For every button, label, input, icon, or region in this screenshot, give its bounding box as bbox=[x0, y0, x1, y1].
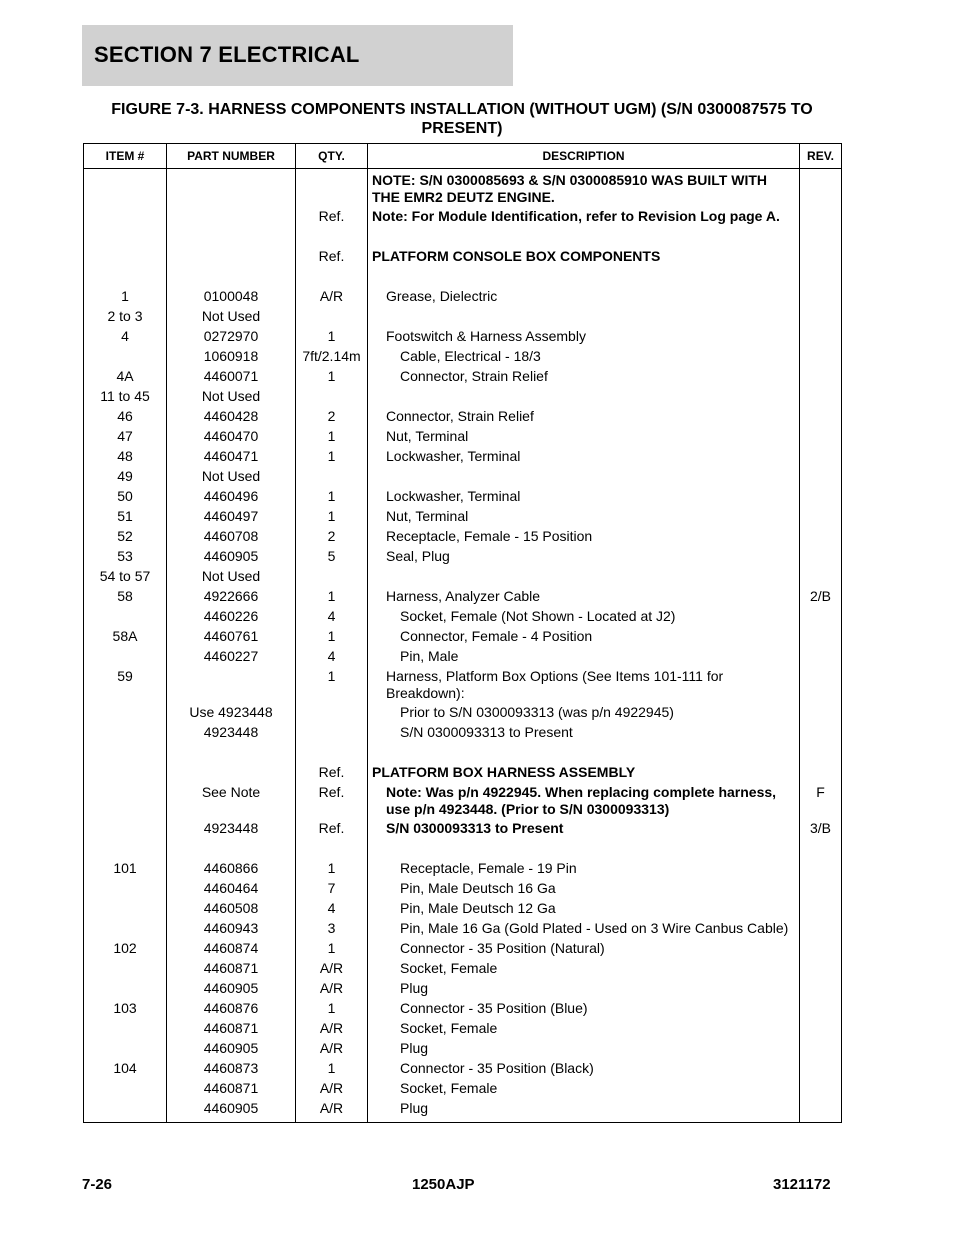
cell-description: PLATFORM BOX HARNESS ASSEMBLY bbox=[368, 763, 800, 783]
cell-item: 52 bbox=[84, 527, 167, 547]
table-row bbox=[84, 169, 842, 208]
cell-item: 51 bbox=[84, 507, 167, 527]
cell-rev bbox=[800, 527, 842, 547]
cell-part-number: 4922666 bbox=[167, 587, 296, 607]
table-row bbox=[84, 527, 842, 547]
table-row bbox=[84, 919, 842, 939]
cell-qty: 4 bbox=[296, 899, 368, 919]
footer-page-number: 7-26 bbox=[82, 1176, 113, 1193]
table-header-row bbox=[84, 144, 842, 169]
cell-qty: Ref. bbox=[296, 207, 368, 227]
section-title: SECTION 7 ELECTRICAL bbox=[94, 42, 360, 67]
cell-part-number bbox=[167, 207, 296, 227]
cell-description: Cable, Electrical - 18/3 bbox=[368, 347, 800, 367]
cell-rev: 2/B bbox=[800, 587, 842, 607]
table-row bbox=[84, 287, 842, 307]
cell-qty: Ref. bbox=[296, 247, 368, 267]
cell-description: Socket, Female bbox=[368, 959, 800, 979]
cell-description bbox=[368, 227, 800, 247]
cell-qty bbox=[296, 723, 368, 743]
cell-rev bbox=[800, 1079, 842, 1099]
table-row bbox=[84, 627, 842, 647]
cell-description bbox=[368, 387, 800, 407]
table-row bbox=[84, 1039, 842, 1059]
cell-rev bbox=[800, 427, 842, 447]
cell-part-number: Not Used bbox=[167, 567, 296, 587]
cell-qty: 1 bbox=[296, 667, 368, 703]
cell-description: Plug bbox=[368, 1099, 800, 1123]
cell-description: Harness, Analyzer Cable bbox=[368, 587, 800, 607]
cell-qty: A/R bbox=[296, 287, 368, 307]
cell-qty: A/R bbox=[296, 1079, 368, 1099]
table-row bbox=[84, 979, 842, 999]
cell-item bbox=[84, 979, 167, 999]
cell-description: Connector, Strain Relief bbox=[368, 367, 800, 387]
cell-qty bbox=[296, 467, 368, 487]
cell-description: Nut, Terminal bbox=[368, 427, 800, 447]
cell-qty: A/R bbox=[296, 1039, 368, 1059]
cell-part-number: 4460071 bbox=[167, 367, 296, 387]
cell-description: Pin, Male Deutsch 12 Ga bbox=[368, 899, 800, 919]
table-row bbox=[84, 1099, 842, 1123]
cell-item bbox=[84, 1019, 167, 1039]
cell-item bbox=[84, 1099, 167, 1123]
table-row bbox=[84, 763, 842, 783]
cell-description: Lockwasher, Terminal bbox=[368, 487, 800, 507]
cell-part-number: 0100048 bbox=[167, 287, 296, 307]
cell-rev bbox=[800, 367, 842, 387]
cell-rev bbox=[800, 447, 842, 467]
cell-part-number bbox=[167, 227, 296, 247]
cell-description: Footswitch & Harness Assembly bbox=[368, 327, 800, 347]
cell-description: S/N 0300093313 to Present bbox=[368, 723, 800, 743]
cell-qty: Ref. bbox=[296, 783, 368, 819]
cell-item bbox=[84, 247, 167, 267]
cell-part-number: 4460496 bbox=[167, 487, 296, 507]
cell-part-number: 4460470 bbox=[167, 427, 296, 447]
cell-qty: 1 bbox=[296, 859, 368, 879]
table-row bbox=[84, 999, 842, 1019]
cell-part-number: Not Used bbox=[167, 307, 296, 327]
cell-qty: Ref. bbox=[296, 819, 368, 839]
table-row bbox=[84, 667, 842, 703]
cell-rev bbox=[800, 919, 842, 939]
cell-part-number: 4460226 bbox=[167, 607, 296, 627]
header-part-number: PART NUMBER bbox=[167, 144, 296, 169]
cell-item bbox=[84, 607, 167, 627]
cell-item bbox=[84, 647, 167, 667]
cell-description bbox=[368, 307, 800, 327]
cell-item bbox=[84, 723, 167, 743]
cell-rev bbox=[800, 627, 842, 647]
cell-rev: F bbox=[800, 783, 842, 819]
figure-title: FIGURE 7-3. HARNESS COMPONENTS INSTALLATION (WITHOUT UGM) (S/N 0300087575 TO PRESENT) bbox=[111, 101, 813, 137]
cell-qty: A/R bbox=[296, 979, 368, 999]
cell-qty: 1 bbox=[296, 627, 368, 647]
cell-part-number: 4460428 bbox=[167, 407, 296, 427]
cell-rev bbox=[800, 1039, 842, 1059]
cell-part-number: 0272970 bbox=[167, 327, 296, 347]
cell-part-number: 4460866 bbox=[167, 859, 296, 879]
cell-qty: 1 bbox=[296, 487, 368, 507]
table-row bbox=[84, 227, 842, 247]
cell-part-number: 4460464 bbox=[167, 879, 296, 899]
table-row bbox=[84, 407, 842, 427]
cell-description: Plug bbox=[368, 979, 800, 999]
cell-item: 53 bbox=[84, 547, 167, 567]
cell-rev bbox=[800, 999, 842, 1019]
cell-part-number bbox=[167, 763, 296, 783]
cell-part-number bbox=[167, 247, 296, 267]
table-row bbox=[84, 427, 842, 447]
cell-description: Socket, Female bbox=[368, 1019, 800, 1039]
table-row bbox=[84, 387, 842, 407]
cell-rev bbox=[800, 467, 842, 487]
cell-part-number: 4460508 bbox=[167, 899, 296, 919]
cell-item bbox=[84, 879, 167, 899]
cell-qty: A/R bbox=[296, 959, 368, 979]
cell-item: 104 bbox=[84, 1059, 167, 1079]
table-row bbox=[84, 447, 842, 467]
cell-qty: 4 bbox=[296, 607, 368, 627]
header-rev: REV. bbox=[800, 144, 842, 169]
cell-description bbox=[368, 743, 800, 763]
cell-rev bbox=[800, 939, 842, 959]
cell-description: NOTE: S/N 0300085693 & S/N 0300085910 WAS BUILT WITH THE EMR2 DEUTZ ENGINE. bbox=[368, 169, 800, 208]
cell-rev bbox=[800, 507, 842, 527]
cell-description: Connector - 35 Position (Natural) bbox=[368, 939, 800, 959]
cell-qty bbox=[296, 703, 368, 723]
cell-qty: 1 bbox=[296, 327, 368, 347]
cell-qty: 1 bbox=[296, 999, 368, 1019]
cell-rev bbox=[800, 1019, 842, 1039]
cell-qty bbox=[296, 839, 368, 859]
cell-item bbox=[84, 1039, 167, 1059]
cell-description bbox=[368, 839, 800, 859]
table-row bbox=[84, 743, 842, 763]
table-row bbox=[84, 607, 842, 627]
cell-rev bbox=[800, 487, 842, 507]
cell-rev bbox=[800, 703, 842, 723]
cell-rev bbox=[800, 647, 842, 667]
cell-part-number: 4460876 bbox=[167, 999, 296, 1019]
table-row bbox=[84, 207, 842, 227]
cell-qty bbox=[296, 743, 368, 763]
table-row bbox=[84, 959, 842, 979]
header-qty: QTY. bbox=[296, 144, 368, 169]
cell-part-number: 4460497 bbox=[167, 507, 296, 527]
cell-item bbox=[84, 819, 167, 839]
cell-part-number: 4923448 bbox=[167, 819, 296, 839]
cell-qty bbox=[296, 169, 368, 208]
cell-part-number bbox=[167, 169, 296, 208]
cell-qty: 5 bbox=[296, 547, 368, 567]
table-row bbox=[84, 567, 842, 587]
cell-part-number bbox=[167, 839, 296, 859]
cell-qty: 4 bbox=[296, 647, 368, 667]
table-row bbox=[84, 703, 842, 723]
cell-rev bbox=[800, 227, 842, 247]
cell-item: 11 to 45 bbox=[84, 387, 167, 407]
cell-item bbox=[84, 839, 167, 859]
table-row bbox=[84, 507, 842, 527]
cell-item bbox=[84, 169, 167, 208]
cell-rev bbox=[800, 207, 842, 227]
cell-item bbox=[84, 267, 167, 287]
table-row bbox=[84, 939, 842, 959]
table-row bbox=[84, 367, 842, 387]
cell-item: 58 bbox=[84, 587, 167, 607]
cell-qty: 7 bbox=[296, 879, 368, 899]
cell-part-number: 4460761 bbox=[167, 627, 296, 647]
table-row bbox=[84, 327, 842, 347]
cell-description bbox=[368, 567, 800, 587]
cell-rev bbox=[800, 607, 842, 627]
cell-qty: A/R bbox=[296, 1019, 368, 1039]
cell-description: Lockwasher, Terminal bbox=[368, 447, 800, 467]
cell-description: Connector, Strain Relief bbox=[368, 407, 800, 427]
cell-item bbox=[84, 347, 167, 367]
cell-part-number: 1060918 bbox=[167, 347, 296, 367]
cell-qty: 2 bbox=[296, 527, 368, 547]
cell-part-number: 4460873 bbox=[167, 1059, 296, 1079]
table-row bbox=[84, 1059, 842, 1079]
table-row bbox=[84, 487, 842, 507]
cell-part-number: Not Used bbox=[167, 387, 296, 407]
cell-item bbox=[84, 919, 167, 939]
cell-item bbox=[84, 227, 167, 247]
cell-item: 4 bbox=[84, 327, 167, 347]
cell-description: Socket, Female bbox=[368, 1079, 800, 1099]
cell-item bbox=[84, 1079, 167, 1099]
cell-item bbox=[84, 743, 167, 763]
cell-qty: 7ft/2.14m bbox=[296, 347, 368, 367]
cell-qty: 1 bbox=[296, 367, 368, 387]
parts-table-body bbox=[84, 169, 842, 1123]
cell-item: 2 to 3 bbox=[84, 307, 167, 327]
cell-part-number: 4460227 bbox=[167, 647, 296, 667]
table-row bbox=[84, 587, 842, 607]
cell-item: 59 bbox=[84, 667, 167, 703]
cell-item: 54 to 57 bbox=[84, 567, 167, 587]
cell-description: PLATFORM CONSOLE BOX COMPONENTS bbox=[368, 247, 800, 267]
cell-description: Connector - 35 Position (Black) bbox=[368, 1059, 800, 1079]
cell-rev bbox=[800, 879, 842, 899]
cell-qty: 1 bbox=[296, 447, 368, 467]
cell-qty bbox=[296, 567, 368, 587]
table-row bbox=[84, 783, 842, 819]
cell-rev bbox=[800, 287, 842, 307]
cell-description: Nut, Terminal bbox=[368, 507, 800, 527]
cell-item bbox=[84, 959, 167, 979]
parts-table bbox=[83, 143, 842, 1123]
cell-rev bbox=[800, 859, 842, 879]
cell-item bbox=[84, 703, 167, 723]
cell-qty: 1 bbox=[296, 427, 368, 447]
cell-part-number: See Note bbox=[167, 783, 296, 819]
cell-item: 50 bbox=[84, 487, 167, 507]
cell-item bbox=[84, 207, 167, 227]
footer-doc-number: 3121172 bbox=[773, 1176, 831, 1193]
cell-item: 49 bbox=[84, 467, 167, 487]
table-row bbox=[84, 1019, 842, 1039]
cell-rev bbox=[800, 267, 842, 287]
cell-part-number: 4460874 bbox=[167, 939, 296, 959]
cell-description: Prior to S/N 0300093313 (was p/n 4922945) bbox=[368, 703, 800, 723]
cell-description: Pin, Male Deutsch 16 Ga bbox=[368, 879, 800, 899]
cell-item: 101 bbox=[84, 859, 167, 879]
cell-rev bbox=[800, 407, 842, 427]
cell-item: 4A bbox=[84, 367, 167, 387]
cell-qty: Ref. bbox=[296, 763, 368, 783]
cell-rev bbox=[800, 169, 842, 208]
cell-rev bbox=[800, 839, 842, 859]
section-header bbox=[82, 25, 513, 86]
table-row bbox=[84, 879, 842, 899]
cell-description: Connector, Female - 4 Position bbox=[368, 627, 800, 647]
table-row bbox=[84, 1079, 842, 1099]
cell-part-number: 4460905 bbox=[167, 547, 296, 567]
cell-rev bbox=[800, 347, 842, 367]
table-row bbox=[84, 267, 842, 287]
cell-description bbox=[368, 267, 800, 287]
table-row bbox=[84, 547, 842, 567]
cell-part-number: 4460905 bbox=[167, 1039, 296, 1059]
table-row bbox=[84, 723, 842, 743]
cell-qty: 2 bbox=[296, 407, 368, 427]
table-row bbox=[84, 647, 842, 667]
cell-description: Connector - 35 Position (Blue) bbox=[368, 999, 800, 1019]
cell-rev bbox=[800, 547, 842, 567]
table-row bbox=[84, 859, 842, 879]
cell-description: Receptacle, Female - 19 Pin bbox=[368, 859, 800, 879]
cell-rev bbox=[800, 667, 842, 703]
cell-part-number: 4460871 bbox=[167, 1019, 296, 1039]
cell-item: 47 bbox=[84, 427, 167, 447]
cell-qty bbox=[296, 267, 368, 287]
cell-description: Pin, Male 16 Ga (Gold Plated - Used on 3 Wire Canbus Cable) bbox=[368, 919, 800, 939]
cell-qty: 3 bbox=[296, 919, 368, 939]
cell-item bbox=[84, 763, 167, 783]
cell-description: Grease, Dielectric bbox=[368, 287, 800, 307]
cell-item: 46 bbox=[84, 407, 167, 427]
cell-rev bbox=[800, 979, 842, 999]
cell-item: 103 bbox=[84, 999, 167, 1019]
header-item: ITEM # bbox=[84, 144, 167, 169]
cell-description: Receptacle, Female - 15 Position bbox=[368, 527, 800, 547]
cell-description: Note: For Module Identification, refer to Revision Log page A. bbox=[368, 207, 800, 227]
cell-rev: 3/B bbox=[800, 819, 842, 839]
cell-item bbox=[84, 783, 167, 819]
cell-qty: 1 bbox=[296, 1059, 368, 1079]
cell-item bbox=[84, 899, 167, 919]
cell-rev bbox=[800, 743, 842, 763]
cell-rev bbox=[800, 899, 842, 919]
cell-description: S/N 0300093313 to Present bbox=[368, 819, 800, 839]
header-description: DESCRIPTION bbox=[368, 144, 800, 169]
footer-model: 1250AJP bbox=[412, 1176, 475, 1193]
cell-part-number: 4460471 bbox=[167, 447, 296, 467]
cell-part-number: 4923448 bbox=[167, 723, 296, 743]
cell-qty bbox=[296, 227, 368, 247]
cell-description: Pin, Male bbox=[368, 647, 800, 667]
cell-rev bbox=[800, 567, 842, 587]
cell-item: 1 bbox=[84, 287, 167, 307]
table-row bbox=[84, 307, 842, 327]
cell-rev bbox=[800, 723, 842, 743]
cell-description bbox=[368, 467, 800, 487]
table-row bbox=[84, 347, 842, 367]
cell-description: Harness, Platform Box Options (See Items 101-111 for Breakdown): bbox=[368, 667, 800, 703]
cell-part-number: 4460708 bbox=[167, 527, 296, 547]
cell-part-number bbox=[167, 743, 296, 763]
cell-qty bbox=[296, 307, 368, 327]
cell-part-number bbox=[167, 667, 296, 703]
cell-description: Seal, Plug bbox=[368, 547, 800, 567]
cell-part-number: Not Used bbox=[167, 467, 296, 487]
cell-qty: 1 bbox=[296, 939, 368, 959]
cell-qty: 1 bbox=[296, 587, 368, 607]
cell-qty: 1 bbox=[296, 507, 368, 527]
cell-item: 48 bbox=[84, 447, 167, 467]
cell-part-number: Use 4923448 bbox=[167, 703, 296, 723]
cell-part-number: 4460905 bbox=[167, 979, 296, 999]
cell-part-number: 4460871 bbox=[167, 1079, 296, 1099]
cell-item: 102 bbox=[84, 939, 167, 959]
table-row bbox=[84, 247, 842, 267]
cell-qty: A/R bbox=[296, 1099, 368, 1123]
cell-description: Socket, Female (Not Shown - Located at J2) bbox=[368, 607, 800, 627]
table-row bbox=[84, 899, 842, 919]
cell-description: Plug bbox=[368, 1039, 800, 1059]
cell-description: Note: Was p/n 4922945. When replacing complete harness, use p/n 4923448. (Prior to S/N 0300093313) bbox=[368, 783, 800, 819]
cell-rev bbox=[800, 1099, 842, 1123]
cell-part-number: 4460905 bbox=[167, 1099, 296, 1123]
cell-part-number: 4460943 bbox=[167, 919, 296, 939]
table-row bbox=[84, 819, 842, 839]
table-row bbox=[84, 839, 842, 859]
table-row bbox=[84, 467, 842, 487]
cell-item: 58A bbox=[84, 627, 167, 647]
cell-rev bbox=[800, 327, 842, 347]
cell-rev bbox=[800, 247, 842, 267]
cell-rev bbox=[800, 959, 842, 979]
cell-part-number bbox=[167, 267, 296, 287]
cell-rev bbox=[800, 763, 842, 783]
cell-part-number: 4460871 bbox=[167, 959, 296, 979]
cell-rev bbox=[800, 387, 842, 407]
cell-qty bbox=[296, 387, 368, 407]
cell-rev bbox=[800, 307, 842, 327]
cell-rev bbox=[800, 1059, 842, 1079]
